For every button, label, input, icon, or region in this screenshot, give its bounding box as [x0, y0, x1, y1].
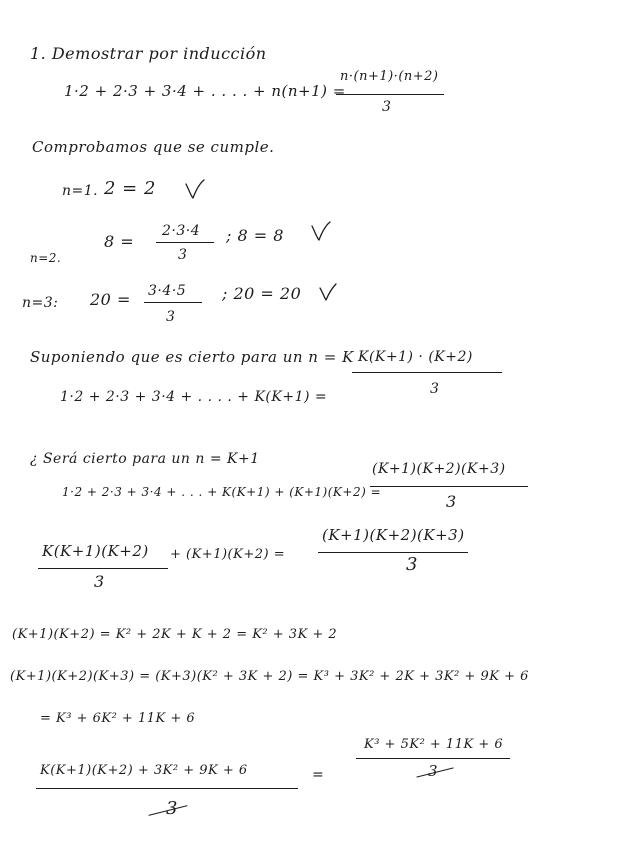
inductive-numerator: (K+1)(K+2)(K+3): [372, 461, 506, 477]
intro-text: Comprobamos que se cumple.: [32, 138, 275, 156]
step2-numerator-2: (K+1)(K+2)(K+3): [322, 526, 465, 544]
check-mark-icon: [184, 178, 206, 200]
inductive-fraction-bar: [370, 486, 528, 487]
case-3-fraction-bar: [144, 302, 202, 303]
case-2-label: n=2.: [30, 251, 62, 265]
final-numerator-2: K³ + 5K² + 11K + 6: [364, 737, 504, 752]
final-fraction-bar-1: [36, 788, 298, 789]
final-denominator-2: 3: [428, 762, 439, 780]
formula-left: 1·2 + 2·3 + 3·4 + . . . . + n(n+1) =: [64, 82, 346, 100]
final-denominator-1: 3: [166, 798, 178, 819]
case-2-rhs: ; 8 = 8: [226, 226, 284, 245]
step2-denominator-1: 3: [94, 572, 105, 591]
case-3-lhs: 20 =: [90, 290, 131, 309]
check-mark-icon: [310, 220, 332, 242]
step2-numerator-1: K(K+1)(K+2): [42, 542, 149, 560]
expansion-line-2: (K+1)(K+2)(K+3) = (K+3)(K² + 3K + 2) = K³ + 3K² + 2K + 3K² + 9K + 6: [10, 669, 529, 684]
case-2-lhs: 8 =: [104, 232, 135, 251]
final-equals: =: [312, 767, 325, 783]
step2-fraction-bar-1: [38, 568, 168, 569]
case-1-equation: 2 = 2: [104, 178, 156, 199]
inductive-question: ¿ Será cierto para un n = K+1: [30, 451, 260, 467]
step2-fraction-bar-2: [318, 552, 468, 553]
check-mark-icon: [318, 282, 338, 302]
expansion-line-1: (K+1)(K+2) = K² + 2K + K + 2 = K² + 3K + 2: [12, 627, 338, 642]
hypothesis-sum: 1·2 + 2·3 + 3·4 + . . . . + K(K+1) =: [60, 389, 328, 405]
final-fraction-bar-2: [356, 758, 510, 759]
case-1-label: n=1.: [62, 183, 99, 199]
hypothesis-denominator: 3: [430, 381, 440, 397]
step2-plus-term: + (K+1)(K+2) =: [170, 547, 286, 562]
case-2-numerator: 2·3·4: [162, 223, 201, 239]
inductive-sum: 1·2 + 2·3 + 3·4 + . . . + K(K+1) + (K+1)(K+2) =: [62, 485, 382, 499]
case-3-numerator: 3·4·5: [148, 283, 187, 299]
step2-denominator-2: 3: [406, 554, 418, 575]
case-2-denominator: 3: [178, 247, 188, 263]
case-3-label: n=3:: [22, 295, 59, 311]
exercise-title: 1. Demostrar por inducción: [30, 44, 267, 63]
formula-numerator: n·(n+1)·(n+2): [340, 69, 439, 84]
hypothesis-text: Suponiendo que es cierto para un n = K: [30, 348, 354, 366]
case-3-denominator: 3: [166, 309, 176, 325]
final-numerator-1: K(K+1)(K+2) + 3K² + 9K + 6: [40, 763, 248, 778]
case-3-rhs: ; 20 = 20: [222, 284, 302, 303]
hypothesis-fraction-bar: [352, 372, 502, 373]
formula-fraction-bar: [336, 94, 444, 95]
hypothesis-numerator: K(K+1) · (K+2): [358, 349, 473, 365]
inductive-denominator: 3: [446, 492, 457, 511]
case-2-fraction-bar: [156, 242, 214, 243]
formula-denominator: 3: [382, 99, 392, 115]
expansion-line-3: = K³ + 6K² + 11K + 6: [40, 711, 196, 726]
